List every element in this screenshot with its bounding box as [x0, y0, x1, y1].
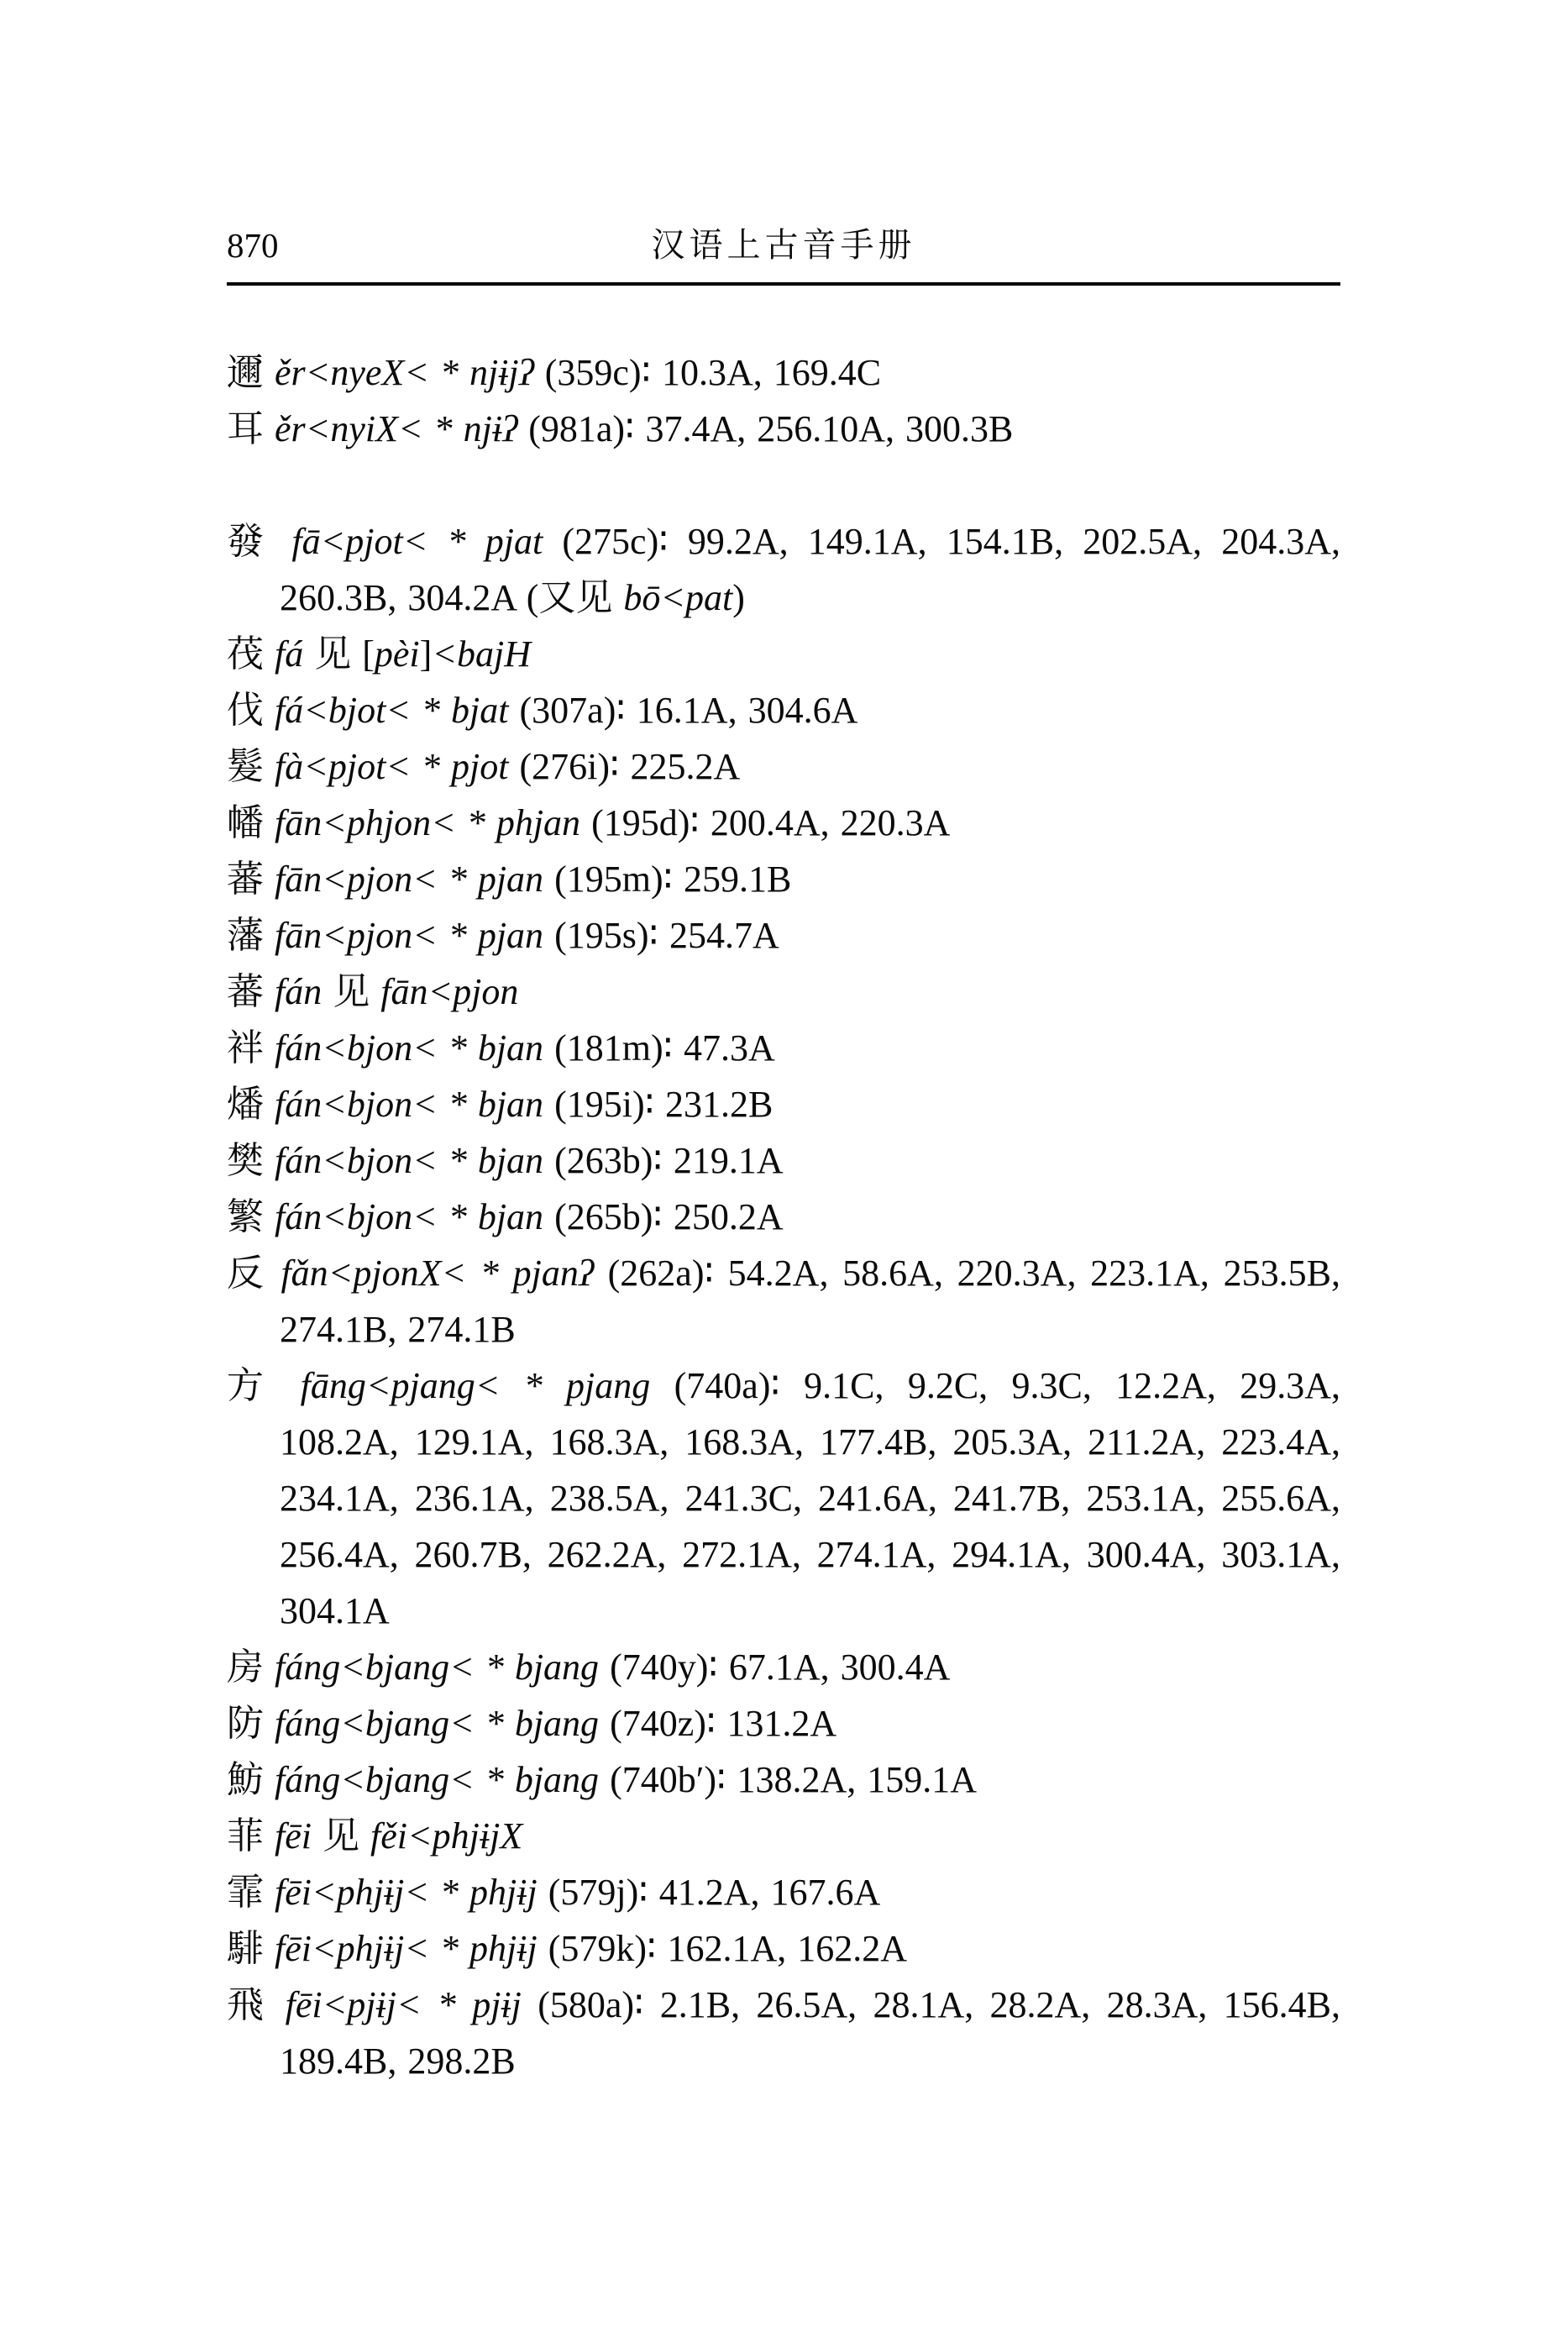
dictionary-entry — [227, 1808, 1340, 1864]
entry-references: (262a)∶ 54.2A, 58.6A, 220.3A, 223.1A, 253.5B, 274.1B, 274.1B — [280, 1253, 1341, 1350]
blank-line — [227, 457, 1340, 513]
entry-romanization: fǎn<pjonX< * pjanʔ — [281, 1253, 608, 1294]
entry-headword: 發 — [227, 521, 292, 562]
entry-references: (265b)∶ 250.2A — [554, 1196, 784, 1237]
entry-romanization: fán<bjon< * bjan — [275, 1084, 555, 1125]
entry-romanization: fā<pjot< * pjat — [291, 521, 563, 562]
book-title: 汉语上古音手册 — [651, 226, 916, 264]
dictionary-entry — [227, 1864, 1340, 1920]
entry-references: ) — [732, 577, 745, 618]
entry-cjk-text: 见 — [314, 633, 363, 675]
entry-references: (740a)∶ 9.1C, 9.2C, 9.3C, 12.2A, 29.3A, 108.2A, 129.1A, 168.3A, 168.3A, 177.4B, 205.3A, 211.2A, 223.4A, 234.1A, 236.1A, 238.5A, 241.3C, 241.6A, 241.7B, 253.1A, 255.6A, 256.4A, 260.7B, 262.2A, 272.1A, 274.1A, 294.1A, 300.4A, 303.1A, 304.1A — [280, 1365, 1340, 1631]
dictionary-entry — [227, 851, 1340, 907]
entry-headword: 騑 — [227, 1928, 275, 1969]
dictionary-entry — [227, 738, 1340, 795]
entry-headword: 防 — [227, 1703, 275, 1744]
entries-list — [227, 344, 1340, 2089]
entry-headword: 飛 — [227, 1984, 286, 2025]
entry-romanization: fēi<pjɨj< * pjɨj — [285, 1984, 538, 2025]
entry-references: (181m)∶ 47.3A — [554, 1027, 775, 1069]
dictionary-entry — [227, 682, 1340, 738]
entry-romanization: fán<bjon< * bjan — [275, 1027, 555, 1069]
entry-romanization: fān<pjon — [380, 971, 519, 1012]
entry-romanization: fēi<phjɨj< * phjɨj — [275, 1872, 548, 1913]
entry-references: (359c)∶ 10.3A, 169.4C — [544, 352, 882, 393]
dictionary-entry — [227, 795, 1340, 851]
entry-romanization: fá<bjot< * bjat — [275, 690, 520, 731]
entry-cjk-text: 见 — [333, 971, 381, 1012]
entry-headword: 魴 — [227, 1759, 275, 1800]
dictionary-entry — [227, 1639, 1340, 1695]
dictionary-entry — [227, 401, 1340, 457]
page-number: 870 — [227, 226, 279, 265]
page-header — [227, 223, 1340, 267]
entry-romanization: pèi — [374, 633, 420, 675]
entry-headword: 藩 — [227, 915, 275, 956]
entry-romanization: fán — [275, 971, 333, 1012]
entry-romanization: fáng<bjang< * bjang — [275, 1759, 611, 1800]
entry-headword: 蕃 — [227, 859, 275, 900]
dictionary-entry — [227, 1358, 1340, 1639]
dictionary-entry — [227, 1132, 1340, 1189]
entry-references: (195d)∶ 200.4A, 220.3A — [591, 802, 951, 843]
dictionary-entry — [227, 907, 1340, 964]
dictionary-entry — [227, 1020, 1340, 1076]
entry-references: (195i)∶ 231.2B — [554, 1084, 774, 1125]
entry-romanization: fáng<bjang< * bjang — [275, 1703, 611, 1744]
entry-references: (740b′)∶ 138.2A, 159.1A — [610, 1759, 977, 1800]
header-rule — [227, 282, 1340, 286]
entry-headword: 茷 — [227, 633, 275, 675]
dictionary-entry — [227, 964, 1340, 1020]
entry-references: (740z)∶ 131.2A — [610, 1703, 837, 1744]
dictionary-entry — [227, 1977, 1340, 2089]
entry-references: (579k)∶ 162.1A, 162.2A — [548, 1928, 908, 1969]
entry-headword: 伐 — [227, 690, 275, 731]
dictionary-entry — [227, 1076, 1340, 1132]
entry-references: (740y)∶ 67.1A, 300.4A — [610, 1647, 951, 1688]
entry-headword: 霏 — [227, 1872, 275, 1913]
entry-references: ] — [419, 633, 433, 675]
entry-headword: 方 — [227, 1365, 301, 1406]
dictionary-entry — [227, 1245, 1340, 1358]
entry-romanization: fán<bjon< * bjan — [275, 1140, 555, 1181]
entry-headword: 髮 — [227, 746, 275, 787]
entry-references: [ — [362, 633, 375, 675]
dictionary-entry — [227, 1920, 1340, 1977]
entry-references: (981a)∶ 37.4A, 256.10A, 300.3B — [528, 408, 1014, 449]
entry-romanization: fěi<phjɨjX — [370, 1815, 523, 1857]
entry-headword: 袢 — [227, 1027, 275, 1069]
entry-references: (195m)∶ 259.1B — [554, 859, 792, 900]
entry-references: (263b)∶ 219.1A — [554, 1140, 784, 1181]
entry-romanization: ěr<nyeX< * njɨjʔ — [275, 352, 545, 393]
entry-headword: 幡 — [227, 802, 275, 843]
entry-headword: 菲 — [227, 1815, 275, 1857]
entry-headword: 房 — [227, 1647, 275, 1688]
dictionary-entry — [227, 1752, 1340, 1808]
dictionary-entry — [227, 344, 1340, 401]
entry-references: (580a)∶ 2.1B, 26.5A, 28.1A, 28.2A, 28.3A, 156.4B, 189.4B, 298.2B — [280, 1984, 1341, 2082]
entry-romanization: fān<phjon< * phjan — [275, 802, 592, 843]
entry-romanization: fān<pjon< * pjan — [275, 859, 555, 900]
dictionary-entry — [227, 1695, 1340, 1752]
dictionary-entry — [227, 513, 1340, 626]
entry-romanization: bō<pat — [623, 577, 733, 618]
entry-romanization: fān<pjon< * pjan — [275, 915, 555, 956]
entry-references: (195s)∶ 254.7A — [554, 915, 779, 956]
entry-references: (307a)∶ 16.1A, 304.6A — [519, 690, 858, 731]
entry-headword: 樊 — [227, 1140, 275, 1181]
entry-headword: 繁 — [227, 1196, 275, 1237]
entry-references: (276i)∶ 225.2A — [519, 746, 741, 787]
entry-romanization: fáng<bjang< * bjang — [275, 1647, 611, 1688]
entry-cjk-text: 见 — [322, 1815, 370, 1857]
entry-headword: 耳 — [227, 408, 275, 449]
entry-headword: 反 — [227, 1253, 281, 1294]
entry-romanization: fāng<pjang< * pjang — [300, 1365, 674, 1406]
entry-cjk-text: 又见 — [538, 577, 624, 618]
entry-romanization: ěr<nyiX< * njɨʔ — [275, 408, 529, 449]
dictionary-entry — [227, 626, 1340, 682]
entry-headword: 燔 — [227, 1084, 275, 1125]
entry-romanization: fà<pjot< * pjot — [275, 746, 520, 787]
dictionary-entry — [227, 1189, 1340, 1245]
entry-headword: 蕃 — [227, 971, 275, 1012]
entry-romanization: fēi — [275, 1815, 323, 1857]
entry-headword: 邇 — [227, 352, 275, 393]
entry-romanization: fēi<phjɨj< * phjɨj — [275, 1928, 548, 1969]
entry-romanization: fá — [275, 633, 315, 675]
entry-references: (275c)∶ 99.2A, 149.1A, 154.1B, 202.5A, 204.3A, 260.3B, 304.2A ( — [280, 521, 1341, 618]
entry-romanization: <bajH — [432, 633, 532, 675]
entry-references: (579j)∶ 41.2A, 167.6A — [548, 1872, 881, 1913]
entry-romanization: fán<bjon< * bjan — [275, 1196, 555, 1237]
